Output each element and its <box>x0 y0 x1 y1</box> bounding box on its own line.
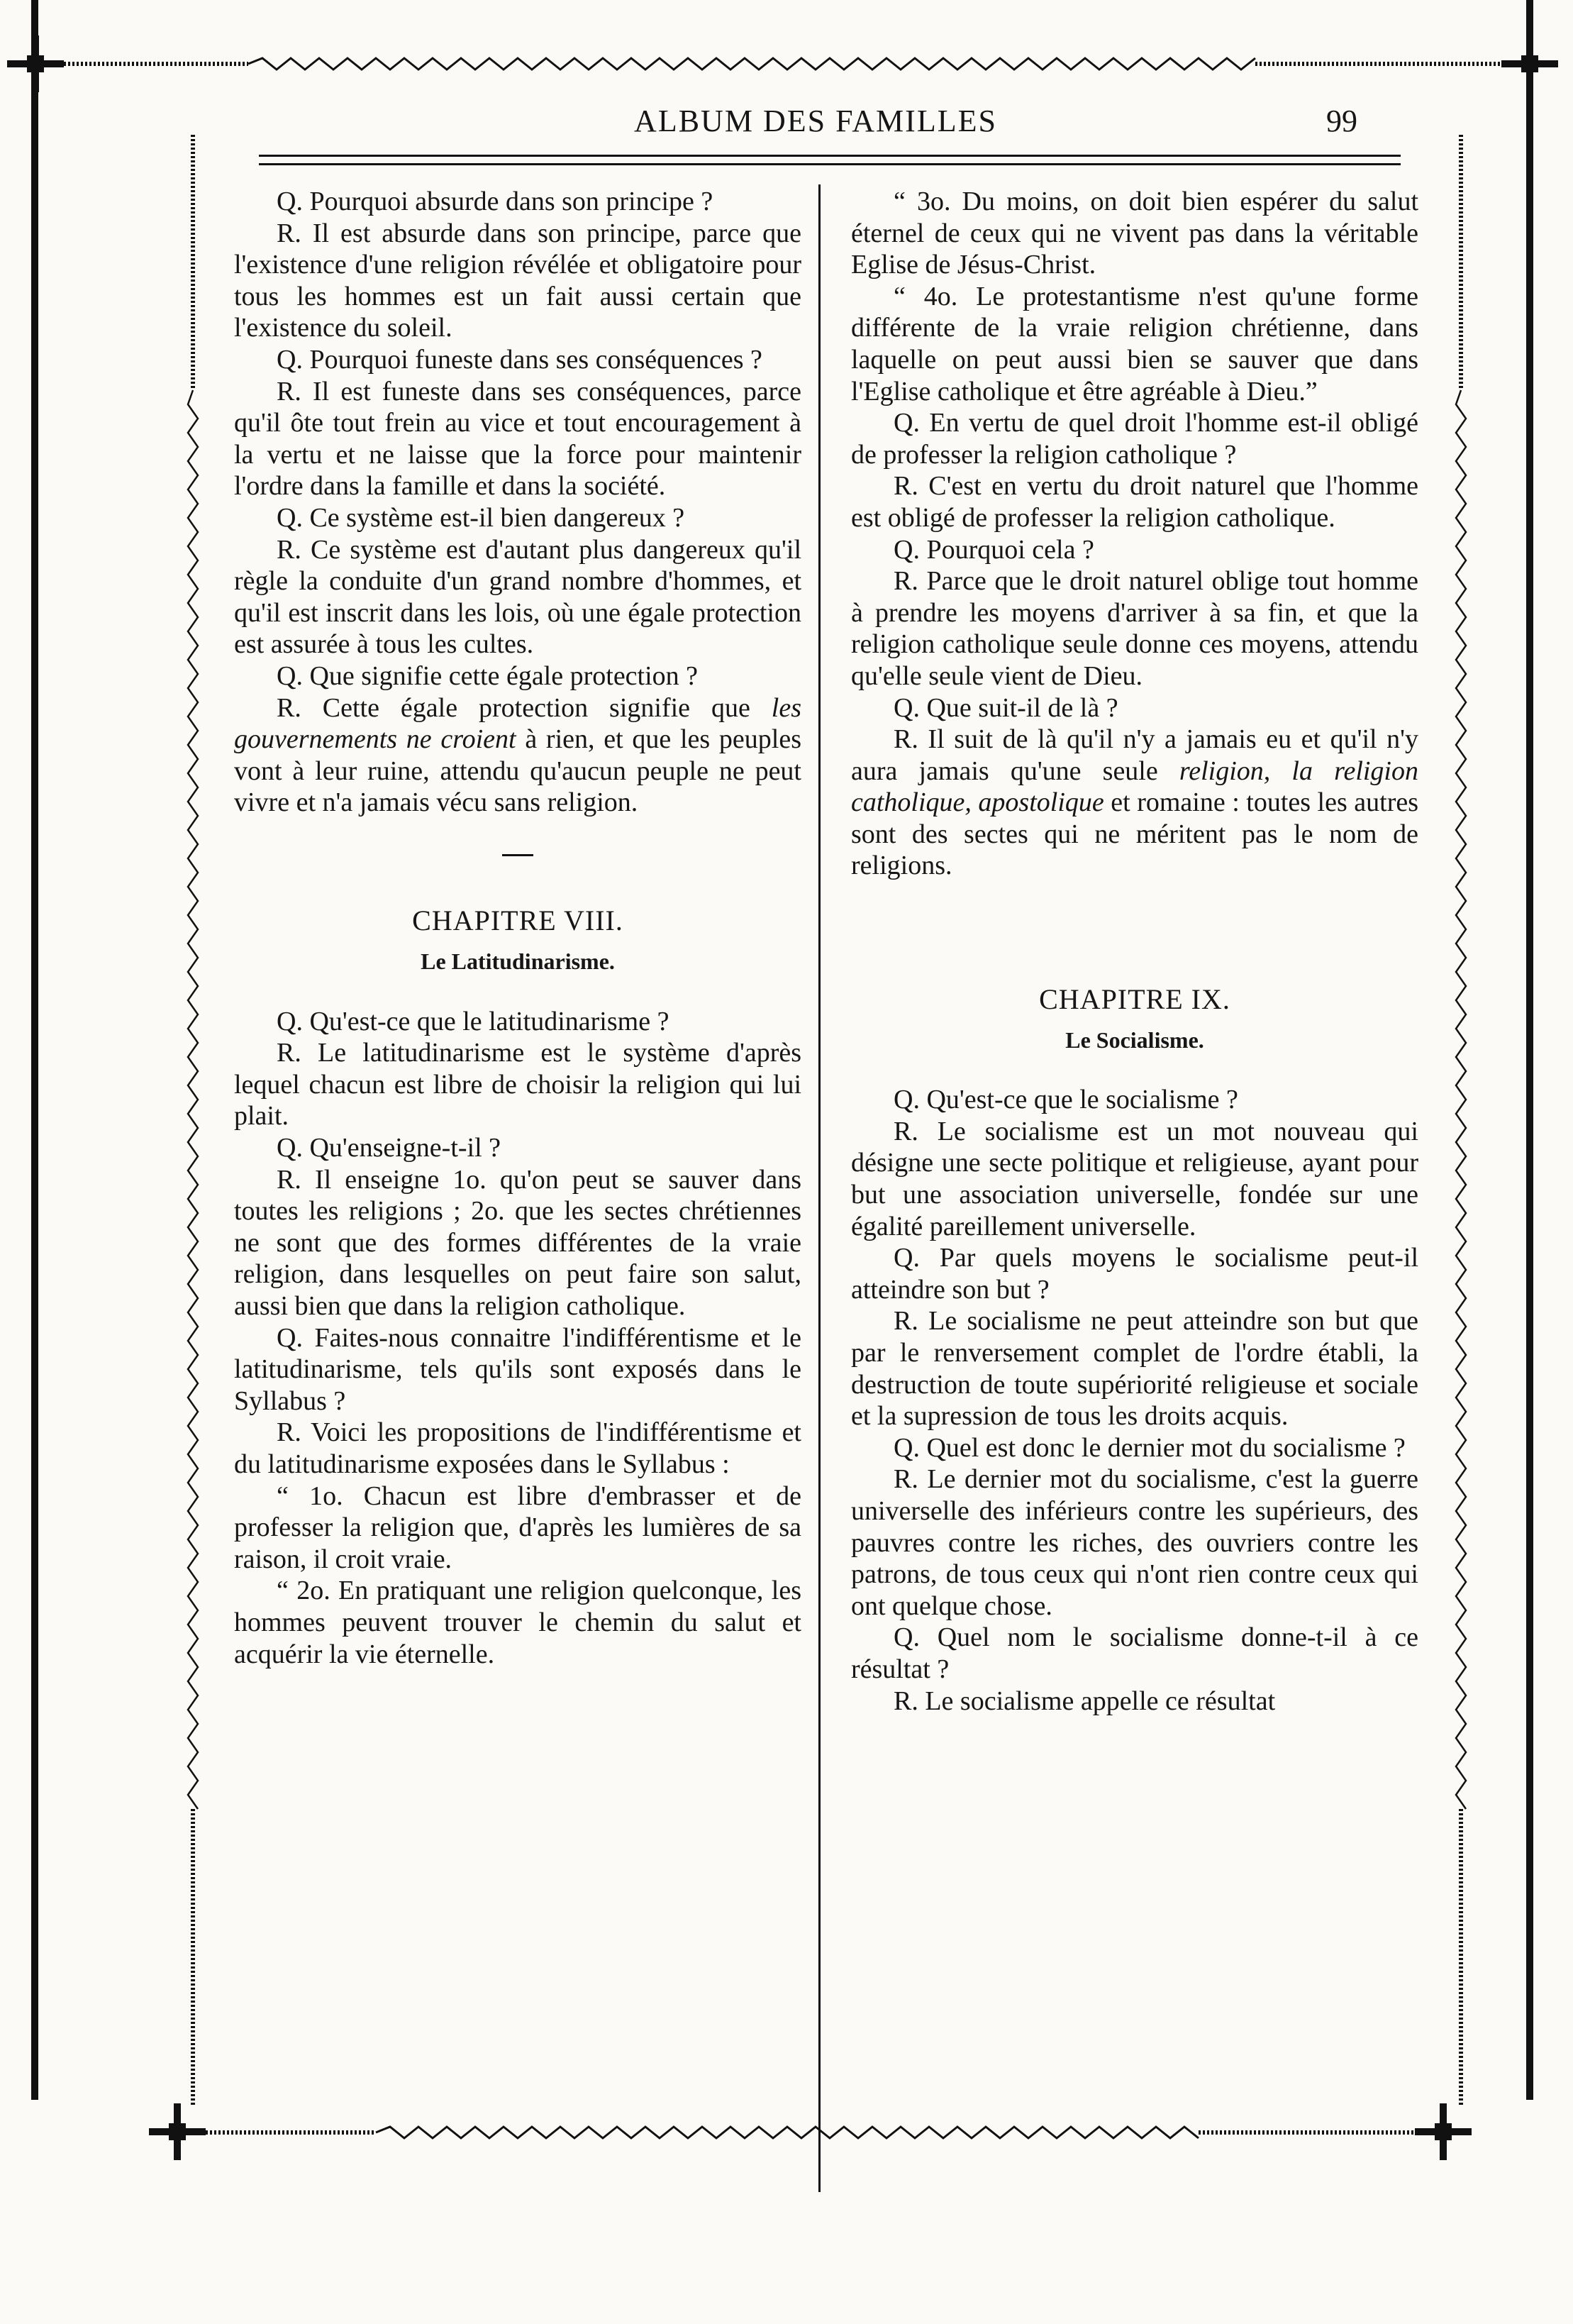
corner-ornament-top-left <box>4 32 67 96</box>
paragraph: R. Parce que le droit naturel oblige tout homme à prendre les moyens d'arriver à sa fin, et que la religion catholique seule donne ces moyens, attendu qu'elle seule vient de Dieu. <box>851 566 1418 691</box>
paragraph: Q. En vertu de quel droit l'homme est-il obligé de professer la religion catholique ? <box>851 408 1418 470</box>
paragraph: R. Il est funeste dans ses conséquences, parce qu'il ôte tout frein au vice et tout encouragement à la vertu et ne laisse que la force pour maintenir l'ordre dans la famille et dans la société. <box>234 376 801 502</box>
left-column <box>234 186 801 1670</box>
paragraph: Q. Pourquoi funeste dans ses conséquences ? <box>277 344 762 375</box>
paragraph: R. Le socialisme est un mot nouveau qui désigne une secte politique et religieuse, ayant pour but une association universelle, fondée sur une égalité pareillement universelle. <box>851 1116 1418 1241</box>
chapter-subtitle: Le Latitudinarisme. <box>421 948 615 975</box>
paragraph: R. Le latitudinarisme est le système d'après lequel chacun est libre de choisir la religion qui lui plait. <box>234 1038 801 1131</box>
paragraph: Q. Qu'enseigne-t-il ? <box>277 1133 501 1163</box>
spacer <box>851 882 1418 984</box>
paragraph: Q. Par quels moyens le socialisme peut-il atteindre son but ? <box>851 1243 1418 1305</box>
paragraph: R. Il enseigne 1o. qu'on peut se sauver dans toutes les religions ; 2o. que les sectes chrétiennes ne sont que des formes différentes de la vraie religion, dans lesquelles on peut faire son salut, aussi bien que dans la religion catholique. <box>234 1164 801 1321</box>
paragraph: Q. Ce système est-il bien dangereux ? <box>277 502 685 533</box>
paragraph: R. Voici les propositions de l'indifférentisme et du latitudinarisme exposées dans le Syllabus : <box>234 1417 801 1479</box>
corner-ornament-top-right <box>1498 32 1562 96</box>
corner-ornament-bottom-left <box>145 2100 209 2164</box>
section-dash <box>234 837 801 869</box>
running-header-title: ALBUM DES FAMILLES <box>634 104 997 138</box>
paragraph-with-italic <box>851 724 1418 882</box>
top-border-ornament <box>64 55 1503 72</box>
paragraph: Q. Pourquoi absurde dans son principe ? <box>277 187 713 216</box>
chapter-title: CHAPITRE VIII. <box>412 904 623 937</box>
paragraph: R. Le socialisme ne peut atteindre son but que par le renversement complet de l'ordre établi, la destruction de toute supériorité religieuse et sociale et la supression de tous les droits acquis. <box>851 1306 1418 1432</box>
chapter-title: CHAPITRE IX. <box>1039 983 1230 1016</box>
italic-run: religion, la religion catholique, apostolique <box>851 756 1418 818</box>
text-run: à rien, et que les peuples vont à leur ruine, attendu qu'aucun peuple ne peut vivre et n'a jamais vécu sans religion. <box>234 724 801 818</box>
column-divider <box>818 184 821 2192</box>
paragraph: Q. Qu'est-ce que le latitudinarisme ? <box>277 1006 669 1036</box>
header-rule-bottom <box>259 163 1401 165</box>
paragraph: “ 3o. Du moins, on doit bien espérer du salut éternel de ceux qui ne vivent pas dans la véritable Eglise de Jésus-Christ. <box>851 187 1418 280</box>
right-side-ornament <box>1454 135 1468 2107</box>
paragraph: R. Ce système est d'autant plus dangereux qu'il règle la conduite d'un grand nombre d'hommes, et qu'il est inscrit dans les lois, où une égale protection est assurée à tous les cultes. <box>234 534 801 660</box>
page-number: 99 <box>1326 104 1357 138</box>
right-column <box>851 186 1418 1717</box>
paragraph: “ 2o. En pratiquant une religion quelconque, les hommes peuvent trouver le chemin du salut et acquérir la vie éternelle. <box>234 1576 801 1669</box>
paragraph: Q. Quel nom le socialisme donne-t-il à ce résultat ? <box>851 1622 1418 1684</box>
right-frame-bar <box>1526 0 1533 2100</box>
paragraph: Q. Qu'est-ce que le socialisme ? <box>894 1085 1238 1115</box>
header-rule-top <box>259 155 1401 157</box>
left-frame-bar <box>31 0 38 2100</box>
paragraph: “ 1o. Chacun est libre d'embrasser et de professer la religion que, d'après les lumières de sa raison, il croit vraie. <box>234 1481 801 1574</box>
text-run: R. Cette égale protection signifie que <box>277 692 772 723</box>
text-run: R. Il suit de là qu'il n'y a jamais eu et qu'il n'y aura jamais qu'une seule <box>851 724 1418 786</box>
paragraph: Q. Faites-nous connaitre l'indifférentisme et le latitudinarisme, tels qu'ils sont exposés dans le Syllabus ? <box>234 1322 801 1416</box>
paragraph: “ 4o. Le protestantisme n'est qu'une forme différente de la vraie religion chrétienne, dans laquelle on peut aussi bien se sauver que dans l'Eglise catholique et être agréable à Dieu.” <box>851 281 1418 406</box>
paragraph: R. C'est en vertu du droit naturel que l'homme est obligé de professer la religion catholique. <box>851 471 1418 533</box>
paragraph: Q. Que suit-il de là ? <box>894 692 1118 723</box>
text-run: et romaine : toutes les autres sont des sectes qui ne méritent pas le nom de religions. <box>851 787 1419 881</box>
paragraph: R. Le socialisme appelle ce résultat <box>894 1686 1276 1716</box>
bottom-border-ornament <box>206 2124 1425 2141</box>
paragraph: Q. Que signifie cette égale protection ? <box>277 660 699 691</box>
paragraph: R. Il est absurde dans son principe, parce que l'existence d'une religion révélée et obligatoire pour tous les hommes est un fait aussi certain que l'existence du soleil. <box>234 218 801 343</box>
italic-run: les gouvernements ne croient <box>234 692 801 755</box>
left-side-ornament <box>186 135 200 2107</box>
paragraph: Q. Pourquoi cela ? <box>894 534 1094 565</box>
paragraph-with-italic <box>234 692 801 819</box>
chapter-subtitle: Le Socialisme. <box>1065 1027 1204 1053</box>
paragraph: Q. Quel est donc le dernier mot du socialisme ? <box>894 1432 1406 1463</box>
paragraph: R. Le dernier mot du socialisme, c'est la guerre universelle des inférieurs contre les supérieurs, des pauvres contre les riches, des ouvriers contre les patrons, de tous ceux qui n'ont rien contre ceux qui ont quelque chose. <box>851 1464 1418 1621</box>
